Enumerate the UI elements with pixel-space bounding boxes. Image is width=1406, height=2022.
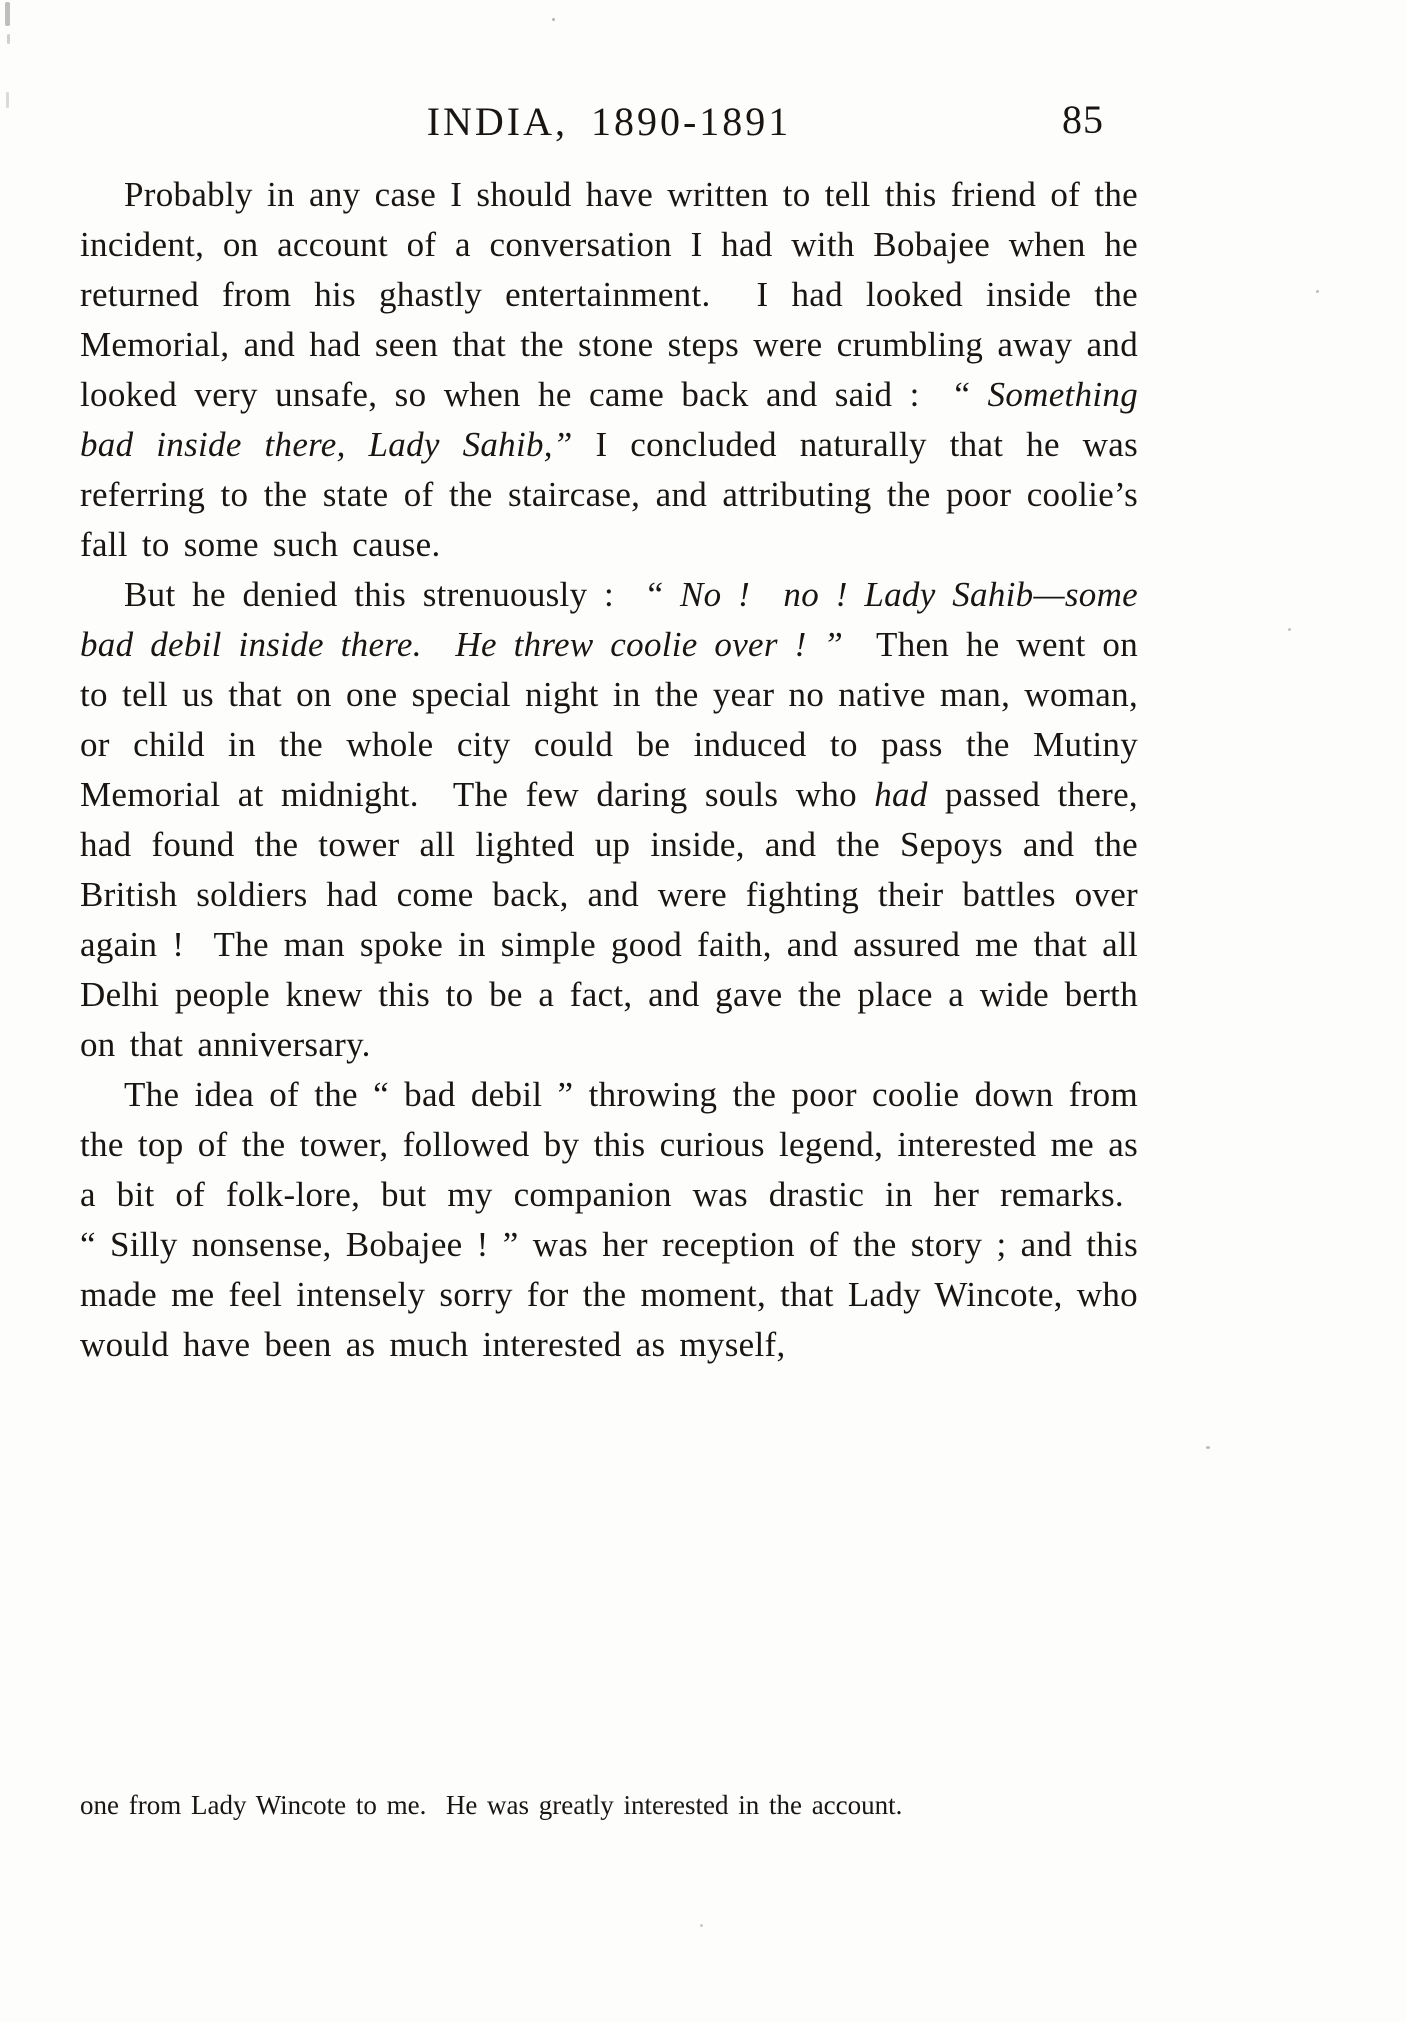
text-segment: Probably in any case I should have written to tell this friend of the incident, on account of a conversation I had with Bobajee when he returned from his ghastly entertainment. I had looked inside the Memorial, and had seen that the stone steps were crumbling away and looked very unsafe, so when he came back and said : “ (80, 175, 1138, 414)
footnote-text: one from Lady Wincote to me. He was greatly interested in the account. (80, 1790, 903, 1820)
text-segment: I concluded naturally that he was referring to the state of the staircase, and attributing the poor coolie’s fall to some such cause. (80, 425, 1138, 564)
text-segment: Then he went on to tell us that on one special night in the year no native man, woman, or child in the whole city could be induced to pass the Mutiny Memorial at midnight. The few daring souls who (80, 625, 1139, 814)
scan-speck (1288, 628, 1291, 631)
scan-artifact (5, 2, 10, 26)
page-number: 85 (1062, 97, 1104, 142)
scan-speck (552, 18, 555, 21)
scan-artifact (7, 34, 10, 44)
paragraph (80, 170, 1138, 570)
italic-text-segment: No ! no ! Lady Sahib—some bad debil inside there. He threw coolie over ! ” (80, 575, 1138, 664)
page-body (80, 170, 1138, 1370)
text-column (80, 98, 1138, 1370)
scan-artifact (6, 92, 9, 108)
italic-text-segment: had (874, 775, 928, 814)
text-segment: But he denied this strenuously : “ (124, 575, 680, 614)
page-header (80, 98, 1138, 154)
text-segment: The idea of the “ bad debil ” throwing the poor coolie down from the top of the tower, followed by this curious legend, interested me as a bit of folk-lore, but my companion was drastic in her remarks. “ Silly nonsense, Bobajee ! ” was her reception of the story ; and this made me feel intensely sorry for the moment, that Lady Wincote, who would have been as much interested as myself, (80, 1075, 1138, 1364)
paragraph (80, 1070, 1138, 1370)
italic-text-segment: Something bad inside there, Lady Sahib,” (80, 375, 1138, 464)
scan-speck (700, 1924, 703, 1927)
footnote (80, 1786, 1140, 1824)
scan-speck (1206, 1446, 1210, 1449)
paragraph (80, 570, 1138, 1070)
text-segment: passed there, had found the tower all lighted up inside, and the Sepoys and the British soldiers had come back, and were fighting their battles over again ! The man spoke in simple good faith, and assured me that all Delhi people knew this to be a fact, and gave the place a wide berth on that anniversary. (80, 775, 1138, 1064)
scan-speck (1316, 290, 1319, 293)
running-title: INDIA, 1890-1891 (426, 99, 792, 144)
